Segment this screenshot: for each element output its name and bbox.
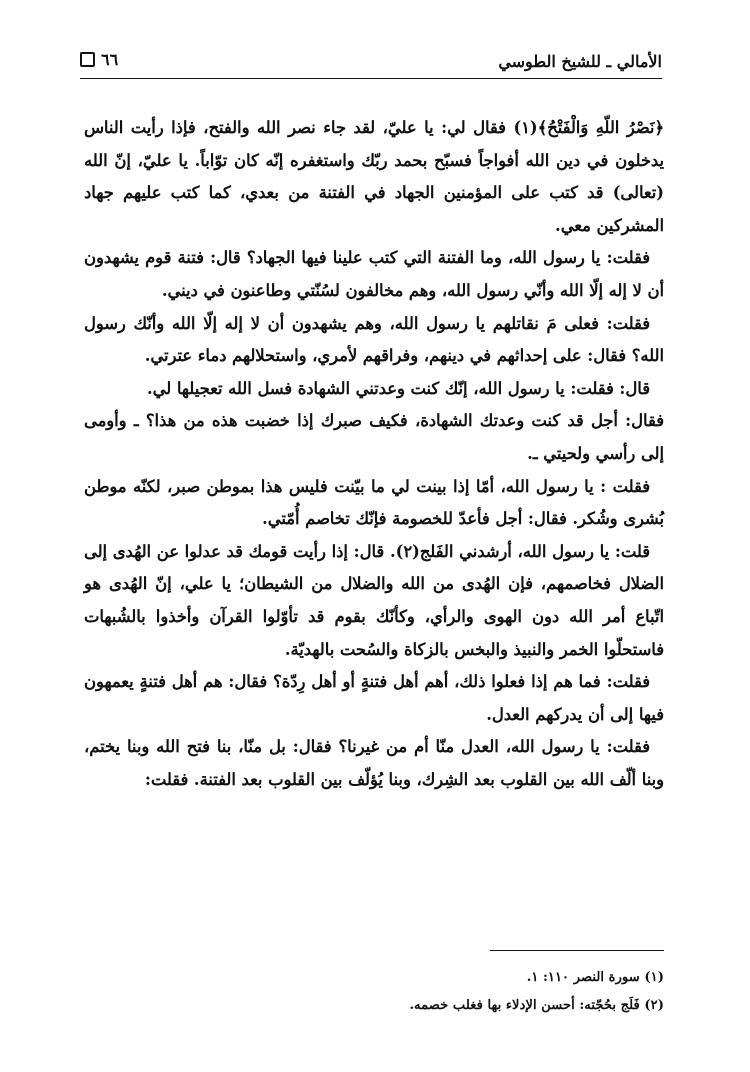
paragraph-1	[84, 112, 664, 242]
quranic-verse: ﴿نَصْرُ اللّهِ وَالْفَتْحُ﴾	[537, 118, 664, 137]
paragraph-3: فقلت: فعلى مَ نقاتلهم يا رسول الله، وهم يشهدون أن لا إله إلّا الله وأنّك رسول الله؟ فقال: على إحداثهم في دينهم، وفراقهم لأمري، واستحلالهم دماء عترتي.	[84, 313, 664, 366]
paragraph-7: قلت: يا رسول الله، أرشدني الفَلج(٢). قال: إذا رأيت قومك قد عدلوا عن الهُدى إلى الضلال فخاصمهم، فإن الهُدى من الله والضلال من الشيطان؛ يا علي، إنّ الهُدى هو اتّباع أمر الله دون الهوى والرأي، وكأنّك بقوم قد تأوّلوا القرآن وأخذوا بالشُبهات فاستحلّوا الخمر والنبيذ والبخس بالزكاة والسُحت بالهديّة.	[84, 541, 664, 659]
running-header	[80, 44, 662, 79]
running-title: الأمالي ـ للشيخ الطوسي	[498, 52, 662, 71]
paragraph-6: فقلت : يا رسول الله، أمّا إذا بينت لي ما بيّنت فليس هذا بموطن صبر، لكنّه موطن بُشرى وشُكر. فقال: أجل فأعدّ للخصومة فإنّك تخاصم أُمّتي.	[84, 476, 664, 529]
footnote-1: (١) سورة النصر ١١٠: ١.	[526, 970, 664, 985]
page-box-icon	[80, 52, 95, 67]
paragraph-2: فقلت: يا رسول الله، وما الفتنة التي كتب علينا فيها الجهاد؟ قال: فتنة قوم يشهدون أن لا إله إلّا الله وأنّي رسول الله، وهم مخالفون لسُنّتي وطاعنون في ديني.	[84, 248, 664, 300]
paragraph-5: فقال: أجل قد كنت وعدتك الشهادة، فكيف صبرك إذا خضبت هذه من هذا؟ ـ وأومى إلى رأسي ولحيتي ـ.	[84, 411, 664, 463]
body-text	[84, 112, 664, 796]
page-number-group	[80, 50, 118, 69]
page-number: ٦٦	[101, 50, 119, 69]
footnote-2: (٢) فَلَج بحُجّته: أحسن الإدلاء بها فغلب خصمه.	[409, 998, 664, 1013]
paragraph-8: فقلت: فما هم إذا فعلوا ذلك، أهم أهل فتنةٍ أو أهل رِدّة؟ فقال: هم أهل فتنةٍ يعمهون فيها إلى أن يدركهم العدل.	[84, 672, 664, 724]
footnotes	[200, 964, 664, 1020]
paragraph-4: قال: فقلت: يا رسول الله، إنّك كنت وعدتني الشهادة فسل الله تعجيلها لي.	[146, 378, 650, 398]
paragraph-9: فقلت: يا رسول الله، العدل منّا أم من غيرنا؟ فقال: بل منّا، بنا فتح الله وبنا يختم، وبنا ألّف الله بين القلوب بعد الشِرك، وبنا يُؤلّف بين القلوب بعد الفتنة. فقلت:	[84, 737, 664, 789]
paragraph-1-text: (١) فقال لي: يا عليّ، لقد جاء نصر الله والفتح، فإذا رأيت الناس يدخلون في دين الله أفواجاً فسبّح بحمد ربّك واستغفره إنّه كان توّاباً. يا عليّ، إنّ الله (تعالى) قد كتب على المؤمنين الجهاد في الفتنة من بعدي، كما كتب عليهم جهاد المشركين معي.	[84, 118, 664, 235]
footnote-separator	[490, 950, 664, 951]
